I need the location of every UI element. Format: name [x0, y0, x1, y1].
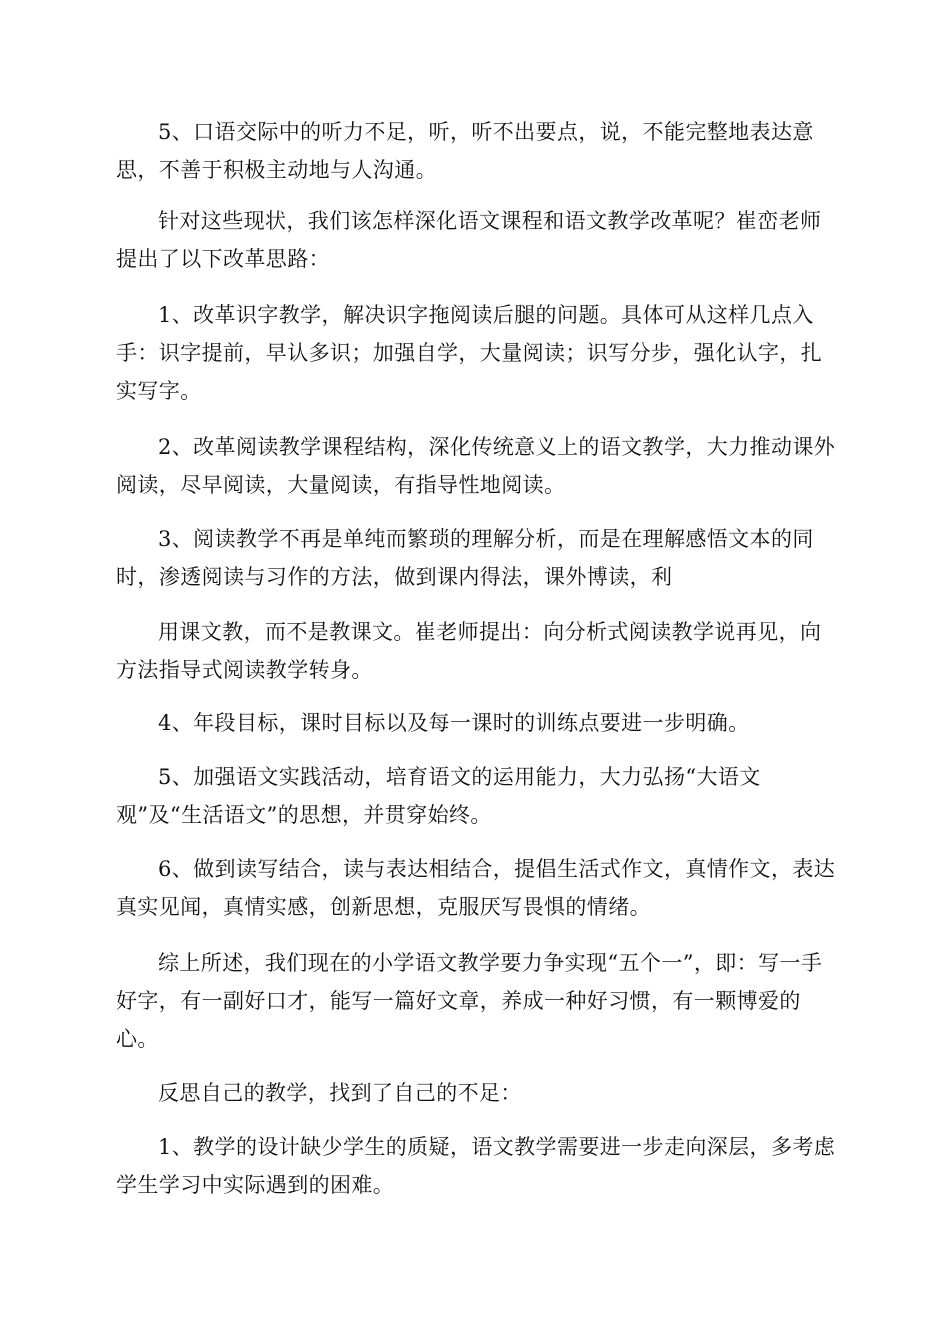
paragraph-practice: 5、加强语文实践活动，培育语文的运用能力，大力弘扬“大语文观”及“生活语文”的思想，并贯穿始终。 [116, 765, 761, 827]
paragraph-reform-question: 针对这些现状，我们该怎样深化语文课程和语文教学改革呢？崔峦老师提出了以下改革思路： [116, 209, 822, 271]
paragraph-reform-literacy: 1、改革识字教学，解决识字拖阅读后腿的问题。具体可从这样几点入手：识字提前，早认多识；加强自学，大量阅读；识写分步，强化认字，扎实写字。 [116, 303, 823, 403]
paragraph-reading-method: 3、阅读教学不再是单纯而繁琐的理解分析，而是在理解感悟文本的同时，渗透阅读与习作的方法，做到课内得法，课外博读，利 [116, 527, 814, 589]
paragraph-reflection: 反思自己的教学，找到了自己的不足： [158, 1081, 522, 1105]
paragraph-reform-reading: 2、改革阅读教学课程结构，深化传统意义上的语文教学，大力推动课外阅读，尽早阅读，大量阅读，有指导性地阅读。 [116, 435, 836, 497]
paragraph-goals: 4、年段目标，课时目标以及每一课时的训练点要进一步明确。 [158, 711, 750, 735]
paragraph-textbook-use: 用课文教，而不是教课文。崔老师提出：向分析式阅读教学说再见，向方法指导式阅读教学转身。 [116, 620, 822, 682]
paragraph-summary: 综上所述，我们现在的小学语文教学要力争实现“五个一”，即：写一手好字，有一副好口才，能写一篇好文章，养成一种好习惯，有一颗博爱的心。 [116, 951, 823, 1051]
paragraph-listening-issue: 5、口语交际中的听力不足，听，听不出要点，说，不能完整地表达意思，不善于积极主动地与人沟通。 [116, 120, 814, 182]
paragraph-writing: 6、做到读写结合，读与表达相结合，提倡生活式作文，真情作文，表达真实见闻，真情实感，创新思想，克服厌写畏惧的情绪。 [116, 857, 836, 919]
paragraph-shortcoming-1: 1、教学的设计缺少学生的质疑，语文教学需要进一步走向深层，多考虑学生学习中实际遇到的困难。 [116, 1135, 836, 1197]
